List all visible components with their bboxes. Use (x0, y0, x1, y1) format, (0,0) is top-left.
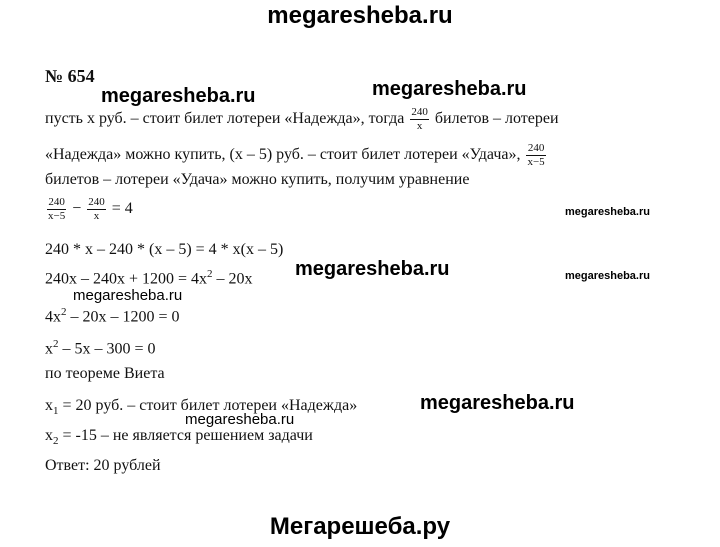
minus-sign: − (72, 200, 82, 218)
watermark-1: megaresheba.ru (372, 78, 527, 100)
equation-5 (45, 334, 156, 359)
watermark-2: megaresheba.ru (101, 85, 256, 107)
watermark-7: megaresheba.ru (420, 392, 575, 414)
equation-5-start: х (45, 340, 53, 358)
root-2-line (45, 426, 313, 451)
watermark-4: megaresheba.ru (295, 258, 450, 280)
equation-3-end: – 20х (212, 270, 253, 288)
fraction-numerator: 240 (411, 106, 428, 118)
equation-2: 240 * х – 240 * (х – 5) = 4 * х(х – 5) (45, 241, 284, 258)
fraction-240-over-x (87, 196, 106, 223)
root-1-text: = 20 руб. – стоит билет лотереи «Надежда» (58, 397, 358, 414)
fraction-240-over-x-minus-5 (526, 142, 545, 169)
exponent: 2 (207, 268, 213, 280)
fraction-numerator: 240 (527, 142, 545, 154)
equation-5-end: – 5х – 300 = 0 (58, 340, 156, 358)
text-line-1 (45, 106, 559, 133)
exponent: 2 (61, 306, 67, 318)
problem-number: № 654 (45, 66, 95, 86)
equation-3 (45, 264, 253, 289)
site-watermark-bottom: Мегарешеба.ру (269, 513, 451, 540)
fraction-denominator: x (410, 119, 429, 133)
watermark-3: megaresheba.ru (565, 206, 650, 218)
equation-1 (45, 196, 133, 223)
root-2-var: х (45, 427, 53, 444)
site-watermark-top: megaresheba.ru (267, 2, 453, 29)
text-line-3: билетов – лотереи «Удача» можно купить, получим уравнение (45, 171, 470, 188)
watermark-8: megaresheba.ru (185, 411, 295, 428)
watermark-5: megaresheba.ru (565, 270, 650, 282)
root-2-text: = -15 – не является решением задачи (58, 427, 313, 444)
text-line-2-start: «Надежда» можно купить, (х – 5) руб. – стоит билет лотереи «Удача», (45, 146, 521, 164)
fraction-denominator: x−5 (527, 156, 545, 168)
subscript: 1 (53, 405, 59, 418)
exponent: 2 (53, 338, 59, 350)
equation-1-rhs: = 4 (111, 200, 133, 218)
fraction-numerator: 240 (88, 196, 105, 208)
text-line-1-start: пусть х руб. – стоит билет лотереи «Надежда», тогда (45, 110, 405, 128)
equation-4-start: 4х (45, 308, 61, 326)
fraction-denominator: x (87, 209, 106, 223)
root-1-var: х (45, 397, 53, 414)
fraction-240-over-x-minus-5 (47, 196, 66, 223)
fraction-denominator: x−5 (48, 210, 66, 222)
equation-4-end: – 20х – 1200 = 0 (66, 308, 180, 326)
answer-line: Ответ: 20 рублей (45, 457, 161, 474)
text-line-1-end: билетов – лотереи (434, 110, 559, 128)
watermark-6: megaresheba.ru (73, 287, 183, 304)
subscript: 2 (53, 435, 59, 448)
equation-3-start: 240х – 240х + 1200 = 4х (45, 270, 208, 288)
fraction-numerator: 240 (48, 196, 65, 208)
fraction-240-over-x (410, 106, 429, 133)
vieta-line: по теореме Виета (45, 365, 165, 382)
text-line-2 (45, 142, 548, 169)
equation-4 (45, 302, 180, 327)
